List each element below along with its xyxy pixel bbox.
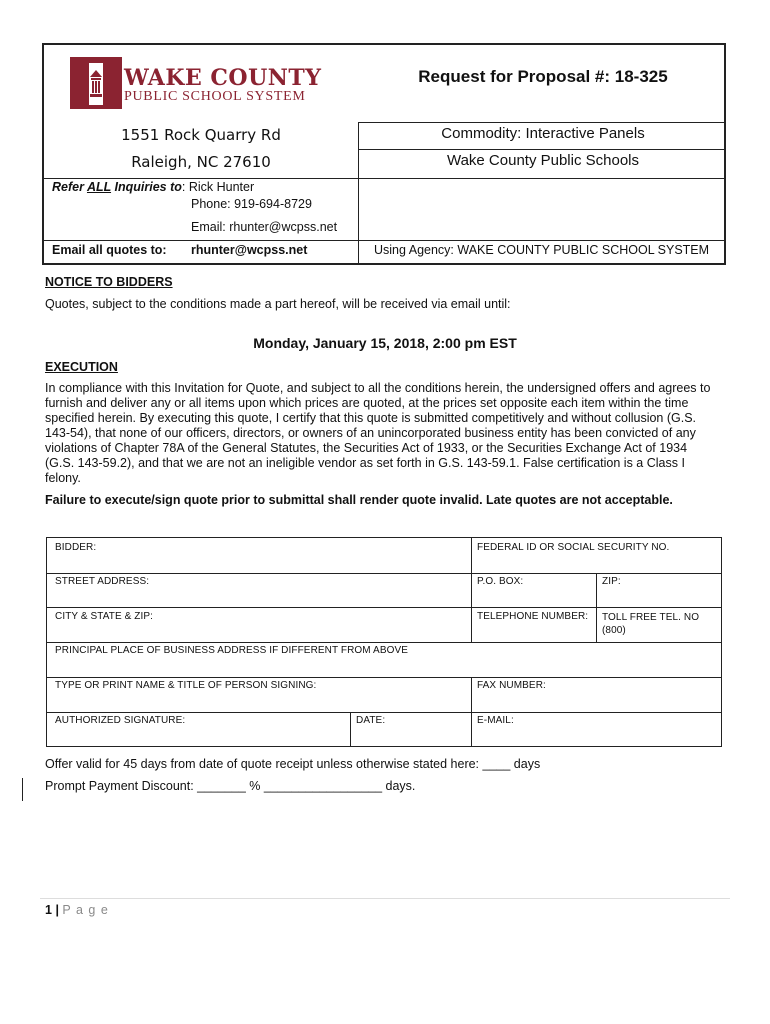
header-divider <box>358 122 359 265</box>
city-state-zip-field[interactable]: CITY & STATE & ZIP: <box>55 611 154 622</box>
refer-label <box>52 180 182 194</box>
print-name-field[interactable]: TYPE OR PRINT NAME & TITLE OF PERSON SIGNING: <box>55 680 317 691</box>
page-label: P a g e <box>62 903 109 917</box>
address-line-1: 1551 Rock Quarry Rd <box>121 126 281 144</box>
contact-email: Email: rhunter@wcpss.net <box>191 220 338 234</box>
form-rule <box>47 712 721 713</box>
header-box <box>42 43 726 265</box>
refer-prefix: Refer <box>52 180 87 194</box>
notice-heading: NOTICE TO BIDDERS <box>45 275 173 289</box>
deadline: Monday, January 15, 2018, 2:00 pm EST <box>253 335 517 351</box>
bidder-field[interactable]: BIDDER: <box>55 542 97 553</box>
execution-warning: Failure to execute/sign quote prior to submittal shall render quote invalid. Late quotes are not acceptable. <box>45 493 673 507</box>
po-box-field[interactable]: P.O. BOX: <box>477 576 524 587</box>
signature-field[interactable]: AUTHORIZED SIGNATURE: <box>55 715 186 726</box>
address-line-2: Raleigh, NC 27610 <box>131 153 271 171</box>
zip-field[interactable]: ZIP: <box>602 576 621 587</box>
email-quotes-value[interactable]: rhunter@wcpss.net <box>191 243 308 257</box>
offer-valid: Offer valid for 45 days from date of quote receipt unless otherwise stated here: ____ days <box>45 757 541 771</box>
email-field[interactable]: E-MAIL: <box>477 715 514 726</box>
refer-inquiries <box>52 180 254 194</box>
toll-free-label: TOLL FREE TEL. NO <box>602 612 700 623</box>
header-rule <box>44 240 726 241</box>
street-address-field[interactable]: STREET ADDRESS: <box>55 576 150 587</box>
execution-line: 143-54), that none of our officers, directors, or owners of an unincorporated business entity has been convicted of any <box>45 426 696 440</box>
execution-line: felony. <box>45 471 81 485</box>
execution-body <box>45 381 745 486</box>
footer-rule <box>40 898 730 899</box>
header-rule <box>358 149 726 150</box>
telephone-field[interactable]: TELEPHONE NUMBER: <box>477 611 589 622</box>
form-rule <box>471 677 472 747</box>
execution-line: furnish and deliver any or all items upon which prices are quoted, at the prices set opposite each item within the time <box>45 396 689 410</box>
principal-address-field[interactable]: PRINCIPAL PLACE OF BUSINESS ADDRESS IF DIFFERENT FROM ABOVE <box>55 645 409 656</box>
form-rule <box>350 712 351 747</box>
execution-heading: EXECUTION <box>45 360 118 374</box>
form-rule <box>471 538 472 642</box>
agency-name: Wake County Public Schools <box>446 152 640 169</box>
header-rule <box>358 122 726 123</box>
wcpss-logo-icon <box>70 57 122 109</box>
bidder-form <box>46 537 722 747</box>
fax-field[interactable]: FAX NUMBER: <box>477 680 546 691</box>
using-agency: Using Agency: WAKE COUNTY PUBLIC SCHOOL SYSTEM <box>374 243 710 257</box>
notice-intro: Quotes, subject to the conditions made a part hereof, will be received via email until: <box>45 297 511 311</box>
logo-subtitle: PUBLIC SCHOOL SYSTEM <box>124 89 306 104</box>
toll-free-field[interactable] <box>602 611 699 637</box>
page-separator: | <box>55 903 59 917</box>
federal-id-field[interactable]: FEDERAL ID OR SOCIAL SECURITY NO. <box>477 542 670 553</box>
text-cursor <box>22 778 23 801</box>
logo-title: WAKE COUNTY <box>124 65 322 91</box>
date-field[interactable]: DATE: <box>356 715 386 726</box>
form-rule <box>47 607 721 608</box>
execution-line: violations of Chapter 78A of the General Statutes, the Securities Act of 1933, or the Securities Exchange Act of 1934 <box>45 441 688 455</box>
page-footer <box>45 903 109 917</box>
execution-line: specified herein. By executing this quote, I certify that this quote is submitted competitively and without collusion (G.S. <box>45 411 697 425</box>
payment-discount: Prompt Payment Discount: _______ % _________________ days. <box>45 779 416 793</box>
form-rule <box>596 573 597 642</box>
email-quotes-label: Email all quotes to: <box>52 243 167 257</box>
toll-free-prefix: (800) <box>602 625 626 636</box>
commodity: Commodity: Interactive Panels <box>441 125 645 142</box>
execution-line: In compliance with this Invitation for Quote, and subject to all the conditions herein, the undersigned offers and agrees to <box>45 381 711 395</box>
rfp-title: Request for Proposal #: 18-325 <box>418 67 668 86</box>
refer-suffix: Inquiries to <box>111 180 182 194</box>
header-rule <box>44 178 726 179</box>
refer-all: ALL <box>86 180 112 194</box>
form-rule <box>47 573 721 574</box>
form-rule <box>47 642 721 643</box>
page-number: 1 <box>45 903 52 917</box>
contact-phone: Phone: 919-694-8729 <box>191 197 312 211</box>
contact-name: : Rick Hunter <box>181 180 255 194</box>
execution-line: (G.S. 143-59.2), and that we are not an ineligible vendor as set forth in G.S. 143-59.1. False certification is a Class I <box>45 456 685 470</box>
form-rule <box>47 677 721 678</box>
